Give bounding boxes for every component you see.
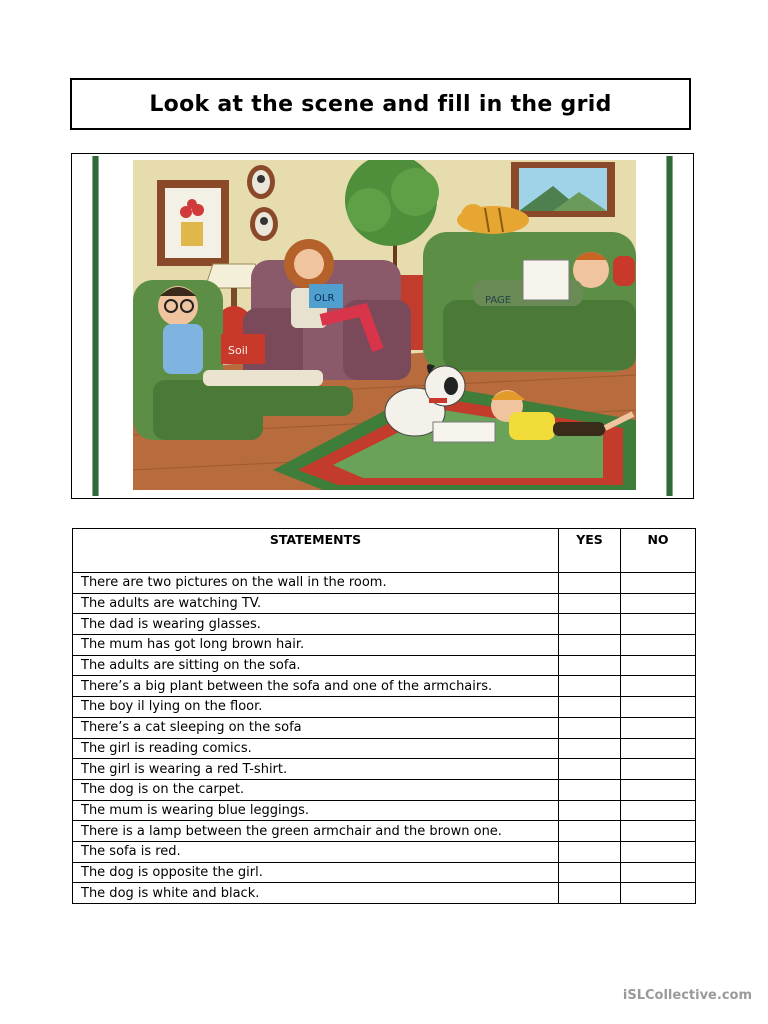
table-row [73, 759, 696, 780]
table-row [73, 821, 696, 842]
yes-cell[interactable] [559, 593, 621, 614]
yes-cell[interactable] [559, 759, 621, 780]
statement-text: The sofa is red. [73, 841, 559, 862]
no-cell[interactable] [621, 697, 696, 718]
header-no: NO [621, 529, 696, 573]
yes-cell[interactable] [559, 779, 621, 800]
frame-left-bar [92, 156, 99, 496]
living-room-scene [133, 160, 636, 490]
no-cell[interactable] [621, 593, 696, 614]
table-row [73, 779, 696, 800]
statement-text: The girl is reading comics. [73, 738, 559, 759]
yes-cell[interactable] [559, 614, 621, 635]
boy-shirt-text: PAGE [485, 295, 512, 306]
no-cell[interactable] [621, 779, 696, 800]
wall-picture-landscape [511, 162, 615, 217]
yes-cell[interactable] [559, 738, 621, 759]
yes-cell[interactable] [559, 821, 621, 842]
statements-grid [72, 528, 696, 904]
header-statements: STATEMENTS [73, 529, 559, 573]
wall-picture-flowers [157, 180, 229, 266]
statement-text: The dog is white and black. [73, 883, 559, 904]
no-cell[interactable] [621, 676, 696, 697]
statement-text: The adults are watching TV. [73, 593, 559, 614]
table-row [73, 676, 696, 697]
statement-text: The adults are sitting on the sofa. [73, 655, 559, 676]
yes-cell[interactable] [559, 676, 621, 697]
table-row [73, 697, 696, 718]
yes-cell[interactable] [559, 862, 621, 883]
table-row [73, 614, 696, 635]
dad-book-text: Soil [228, 344, 248, 357]
yes-cell[interactable] [559, 655, 621, 676]
mum-book-text: OLR [314, 293, 335, 304]
table-row [73, 655, 696, 676]
worksheet-title: Look at the scene and fill in the grid [70, 78, 691, 130]
statement-text: The girl is wearing a red T-shirt. [73, 759, 559, 780]
no-cell[interactable] [621, 655, 696, 676]
statement-text: There is a lamp between the green armchair and the brown one. [73, 821, 559, 842]
table-row [73, 717, 696, 738]
table-row [73, 635, 696, 656]
grid-header-row [73, 529, 696, 573]
yes-cell[interactable] [559, 635, 621, 656]
table-row [73, 593, 696, 614]
statement-text: There are two pictures on the wall in the room. [73, 573, 559, 594]
table-row [73, 883, 696, 904]
yes-cell[interactable] [559, 841, 621, 862]
header-yes: YES [559, 529, 621, 573]
no-cell[interactable] [621, 614, 696, 635]
statement-text: The mum has got long brown hair. [73, 635, 559, 656]
no-cell[interactable] [621, 738, 696, 759]
statement-text: The dad is wearing glasses. [73, 614, 559, 635]
table-row [73, 841, 696, 862]
statement-text: The dog is on the carpet. [73, 779, 559, 800]
no-cell[interactable] [621, 800, 696, 821]
no-cell[interactable] [621, 573, 696, 594]
statement-text: The mum is wearing blue leggings. [73, 800, 559, 821]
no-cell[interactable] [621, 821, 696, 842]
yes-cell[interactable] [559, 717, 621, 738]
table-row [73, 738, 696, 759]
no-cell[interactable] [621, 862, 696, 883]
no-cell[interactable] [621, 841, 696, 862]
statement-text: The dog is opposite the girl. [73, 862, 559, 883]
yes-cell[interactable] [559, 697, 621, 718]
no-cell[interactable] [621, 635, 696, 656]
yes-cell[interactable] [559, 800, 621, 821]
statement-text: There’s a cat sleeping on the sofa [73, 717, 559, 738]
table-row [73, 862, 696, 883]
yes-cell[interactable] [559, 883, 621, 904]
table-row [73, 573, 696, 594]
yes-cell[interactable] [559, 573, 621, 594]
no-cell[interactable] [621, 883, 696, 904]
statement-text: The boy il lying on the floor. [73, 697, 559, 718]
table-row [73, 800, 696, 821]
site-watermark[interactable]: iSLCollective.com [622, 988, 752, 1003]
no-cell[interactable] [621, 759, 696, 780]
no-cell[interactable] [621, 717, 696, 738]
frame-right-bar [666, 156, 673, 496]
statement-text: There’s a big plant between the sofa and one of the armchairs. [73, 676, 559, 697]
